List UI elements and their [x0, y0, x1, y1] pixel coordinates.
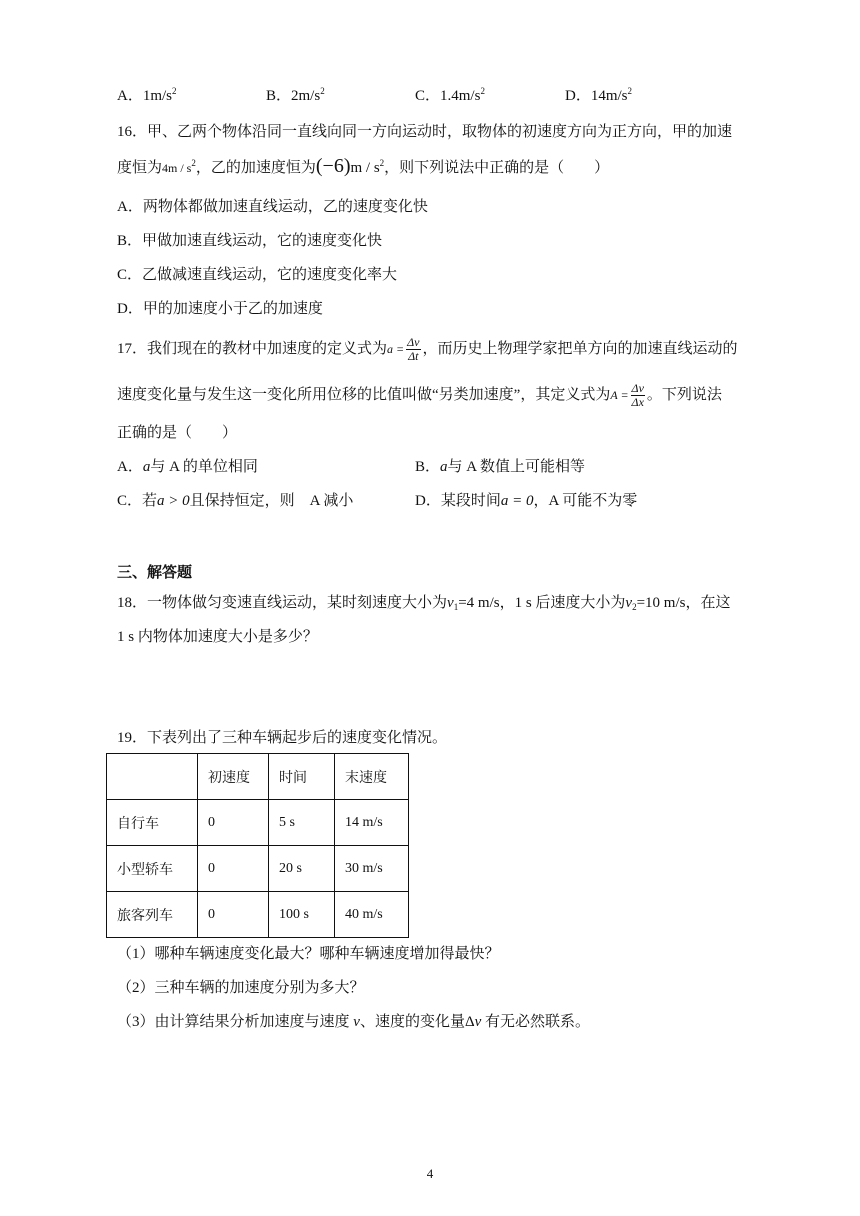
q17-option-b: B．a与 A 数值上可能相等 — [415, 459, 586, 475]
table-header-cell: 末速度 — [335, 754, 409, 800]
q17-fraction-a: $\frac{\Delta v}{\Delta t}$ — [407, 335, 420, 363]
q16-option-d: D．甲的加速度小于乙的加速度 — [117, 301, 323, 317]
q18-stem-line2: 1 s 内物体加速度大小是多少？ — [117, 629, 318, 645]
q16-option-c: C．乙做减速直线运动，它的速度变化率大 — [117, 267, 398, 283]
q19-sub-question-3: （3）由计算结果分析加速度与速度 v、速度的变化量Δv 有无必然联系。 — [117, 1014, 591, 1030]
table-cell: 小型轿车 — [107, 846, 198, 892]
table-cell: 100 s — [269, 892, 335, 938]
table-cell: 40 m/s — [335, 892, 409, 938]
table-header-row — [107, 754, 409, 800]
table-header-cell: 时间 — [269, 754, 335, 800]
q16-option-a: A．两物体都做加速直线运动，乙的速度变化快 — [117, 199, 428, 215]
table-cell: 0 — [198, 800, 269, 846]
table-cell: 20 s — [269, 846, 335, 892]
q17-fraction-A: $\frac{\Delta v}{\Delta x}$ — [631, 381, 644, 409]
q17-stem-line1: 17．我们现在的教材中加速度的定义式为a = $\frac{\Delta v}{\Delta t}$ ，而历史上物理学家把单方向的加速直线运动的 — [117, 335, 738, 363]
q16-stem-line1: 16．甲、乙两个物体沿同一直线向同一方向运动时，取物体的初速度方向为正方向，甲的加速 — [117, 124, 733, 140]
q17-option-d: D．某段时间a = 0，A 可能不为零 — [415, 493, 638, 509]
q15-option-d: D．$14m/s^2$ — [565, 86, 633, 104]
q16-option-b: B．甲做加速直线运动，它的速度变化快 — [117, 233, 383, 249]
table-cell: 0 — [198, 846, 269, 892]
q17-option-c: C．若a > 0且保持恒定，则 A 减小 — [117, 493, 354, 509]
table-row — [107, 892, 409, 938]
table-header-cell — [107, 754, 198, 800]
page-number: 4 — [426, 1166, 434, 1181]
table-cell: 旅客列车 — [107, 892, 198, 938]
section-heading: 三、解答题 — [117, 565, 193, 581]
table-row — [107, 800, 409, 846]
table-header-cell: 初速度 — [198, 754, 269, 800]
table-cell: 14 m/s — [335, 800, 409, 846]
q18-stem-line1: 18．一物体做匀变速直线运动，某时刻速度大小为$v_1=4$ m/s，1 s 后速度大小为$v_2=10$ m/s，在这 — [117, 595, 731, 612]
vehicle-speed-table — [106, 753, 409, 938]
q17-option-a: A．a与 A 的单位相同 — [117, 459, 258, 475]
q16-stem-line2: 度恒为$4m / s^2$，乙的加速度恒为$(-6)m / s^2$，则下列说法中正确的是（ ） — [117, 155, 610, 177]
table-cell: 5 s — [269, 800, 335, 846]
table-cell: 0 — [198, 892, 269, 938]
table-cell: 30 m/s — [335, 846, 409, 892]
q17-stem-line2: 速度变化量与发生这一变化所用位移的比值叫做“另类加速度”，其定义式为A = $\frac{\Delta v}{\Delta x}$ 。下列说法 — [117, 381, 722, 409]
q15-option-b: B．$2m/s^2$ — [266, 86, 325, 104]
q19-intro: 19．下表列出了三种车辆起步后的速度变化情况。 — [117, 730, 448, 746]
q15-option-c: C．$1.4m/s^2$ — [415, 86, 485, 104]
q19-sub-question-2: （2）三种车辆的加速度分别为多大？ — [117, 980, 365, 996]
table-cell: 自行车 — [107, 800, 198, 846]
table-row — [107, 846, 409, 892]
q15-option-a: A．$1m/s^2$ — [117, 86, 177, 104]
q17-stem-line3: 正确的是（ ） — [117, 425, 238, 441]
q19-sub-question-1: （1）哪种车辆速度变化最大？哪种车辆速度增加得最快？ — [117, 946, 500, 962]
